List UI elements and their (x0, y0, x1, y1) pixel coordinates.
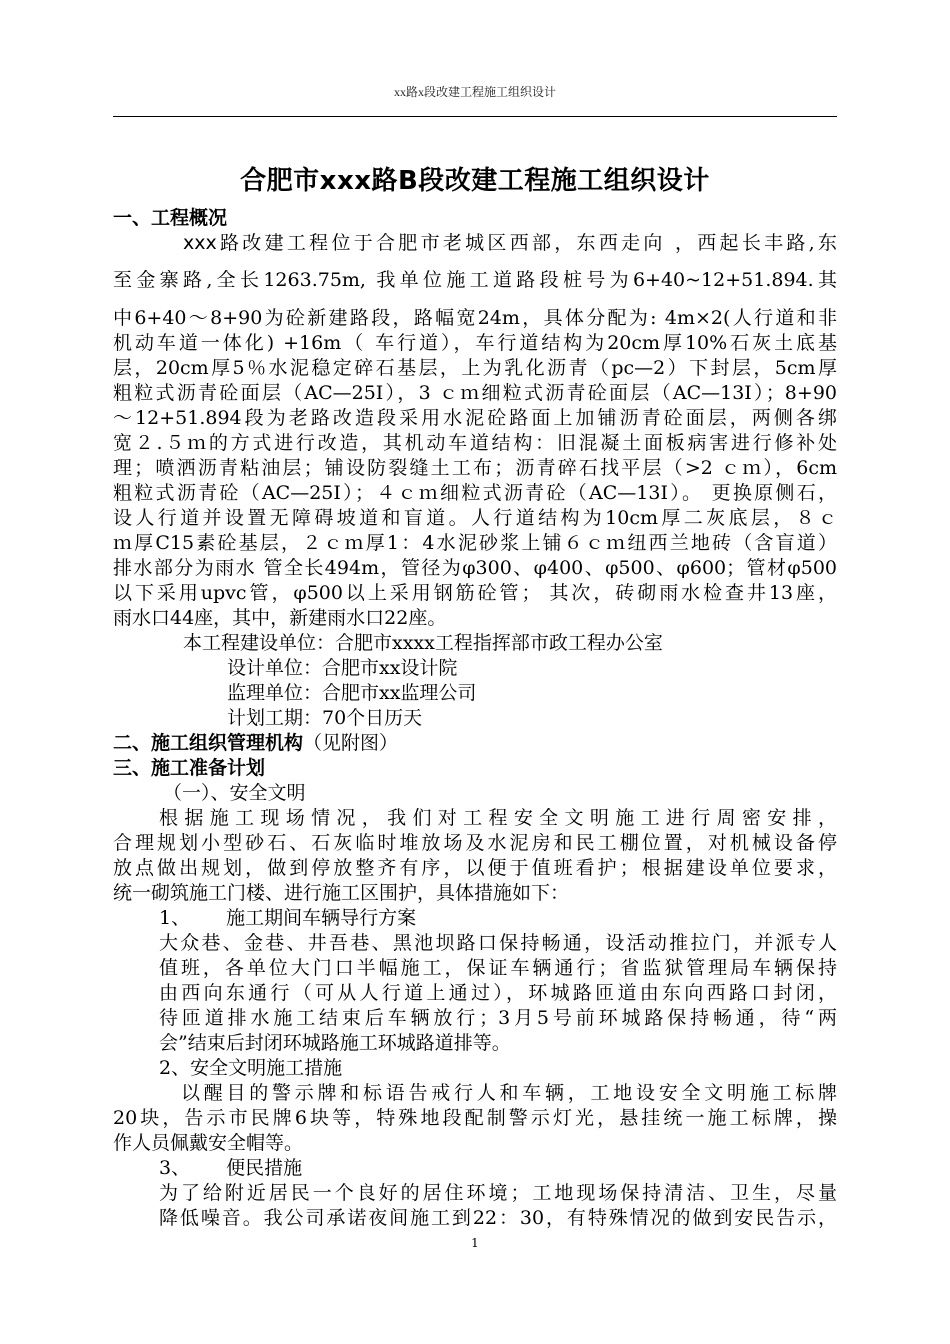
section-2-heading: 二、施工组织管理机构（见附图） (113, 732, 399, 754)
paragraph-line: 为了给附近居民一个良好的居住环境；工地现场保持清洁、卫生，尽量 (159, 1182, 837, 1204)
paragraph-line: 至金寨路,全长1263.75m, 我单位施工道路段桩号为6+40~12+51.894.其 (113, 269, 837, 291)
paragraph-line: ～12+51.894段为老路改造段采用水泥砼路面上加铺沥青砼面层，两侧各绑 (113, 407, 837, 429)
paragraph-line: 20块，告示市民牌6块等，特殊地段配制警示灯光，悬挂统一施工标牌，操 (113, 1107, 837, 1129)
owner-line: 本工程建设单位：合肥市xxxx工程指挥部市政工程办公室 (183, 632, 663, 654)
subsection-heading: （一）、安全文明 (163, 782, 306, 804)
paragraph-line: 放点做出规划，做到停放整齐有序，以便于值班看护；根据建设单位要求， (113, 857, 837, 879)
paragraph-line: 机动车道一体化) +16m（ 车行道），车行道结构为20cm厚10%石灰土底基 (113, 332, 837, 354)
paragraph-line: ｍ厚C15素砼基层，２ｃｍ厚1：4水泥砂浆上铺６ｃｍ纽西兰地砖（含盲道） (113, 532, 837, 554)
paragraph-line: 作人员佩戴安全帽等。 (113, 1132, 304, 1154)
item-1-heading: 1、 施工期间车辆导行方案 (159, 907, 417, 929)
page-number: 1 (471, 1236, 479, 1250)
paragraph-line: 合理规划小型砂石、石灰临时堆放场及水泥房和民工棚位置，对机械设备停 (113, 832, 837, 854)
page-header: xx路x段改建工程施工组织设计 (393, 85, 556, 99)
item-2-heading: 2、安全文明施工措施 (159, 1057, 343, 1079)
paragraph-line: 中6+40～8+90为砼新建路段，路幅宽24m，具体分配为: 4m×2(人行道和非 (113, 307, 837, 329)
project-name: xxx路改建工程 (183, 232, 332, 254)
paragraph-line: 待匝道排水施工结束后车辆放行；3月5号前环城路保持畅通，待“两 (159, 1007, 837, 1029)
header-rule (113, 116, 837, 117)
paragraph-line: 大众巷、金巷、井吾巷、黑池坝路口保持畅通，设活动推拉门，并派专人 (159, 932, 837, 954)
paragraph-line: 值班，各单位大门口半幅施工，保证车辆通行；省监狱管理局车辆保持 (159, 957, 837, 979)
paragraph-line: 由西向东通行（可从人行道上通过），环城路匝道由东向西路口封闭， (159, 982, 837, 1004)
paragraph-line: xxx路改建工程位于合肥市老城区西部，东西走向 ，西起长丰路,东 (183, 232, 837, 254)
paragraph-line: 粗粒式沥青砼（AC—25I）；４ｃｍ细粒式沥青砼（AC—13I）。 更换原侧石， (113, 482, 837, 504)
paragraph-line: 会”结束后封闭环城路施工环城路道排等。 (159, 1032, 511, 1054)
section-3-heading: 三、施工准备计划 (113, 757, 266, 779)
paragraph-line: 雨水口44座，其中，新建雨水口22座。 (113, 607, 447, 629)
paragraph-line: 设人行道并设置无障碍坡道和盲道。人行道结构为10cm厚二灰底层，８ｃ (113, 507, 837, 529)
paragraph-line: 宽２.５ｍ的方式进行改造，其机动车道结构：旧混凝土面板病害进行修补处 (113, 432, 837, 454)
paragraph-line: 粗粒式沥青砼面层（AC—25I），3 ｃｍ细粒式沥青砼面层（AC—13I）；8+90 (113, 382, 837, 404)
paragraph-line: 根据施工现场情况，我们对工程安全文明施工进行周密安排， (159, 807, 837, 829)
paragraph-line: 排水部分为雨水 管全长494m，管径为φ300、φ400、φ500、φ600；管材φ500 (113, 557, 837, 579)
item-3-heading: 3、 便民措施 (159, 1157, 303, 1179)
paragraph-line: 以下采用upvc管，φ500以上采用钢筋砼管； 其次，砖砌雨水检查井13座， (113, 582, 837, 604)
paragraph-line: 降低噪音。我公司承诺夜间施工到22：30，有特殊情况的做到安民告示， (159, 1207, 837, 1229)
document-title: 合肥市xxx路B段改建工程施工组织设计 (240, 166, 710, 196)
designer-line: 设计单位：合肥市xx设计院 (227, 657, 458, 679)
paragraph-line: 理；喷洒沥青粘油层；铺设防裂缝土工布；沥青碎石找平层（>2 ｃｍ），6cm (113, 457, 837, 479)
period-line: 计划工期：70个日历天 (227, 707, 423, 729)
paragraph-line: 层，20cm厚5％水泥稳定碎石基层，上为乳化沥青（pc—2）下封层，5cm厚 (113, 357, 837, 379)
supervisor-line: 监理单位：合肥市xx监理公司 (227, 682, 477, 704)
section-1-heading: 一、工程概况 (113, 207, 228, 229)
paragraph-line: 以醒目的警示牌和标语告戒行人和车辆，工地设安全文明施工标牌 (181, 1082, 837, 1104)
paragraph-line: 统一砌筑施工门楼、进行施工区围护，具体措施如下： (113, 882, 570, 904)
